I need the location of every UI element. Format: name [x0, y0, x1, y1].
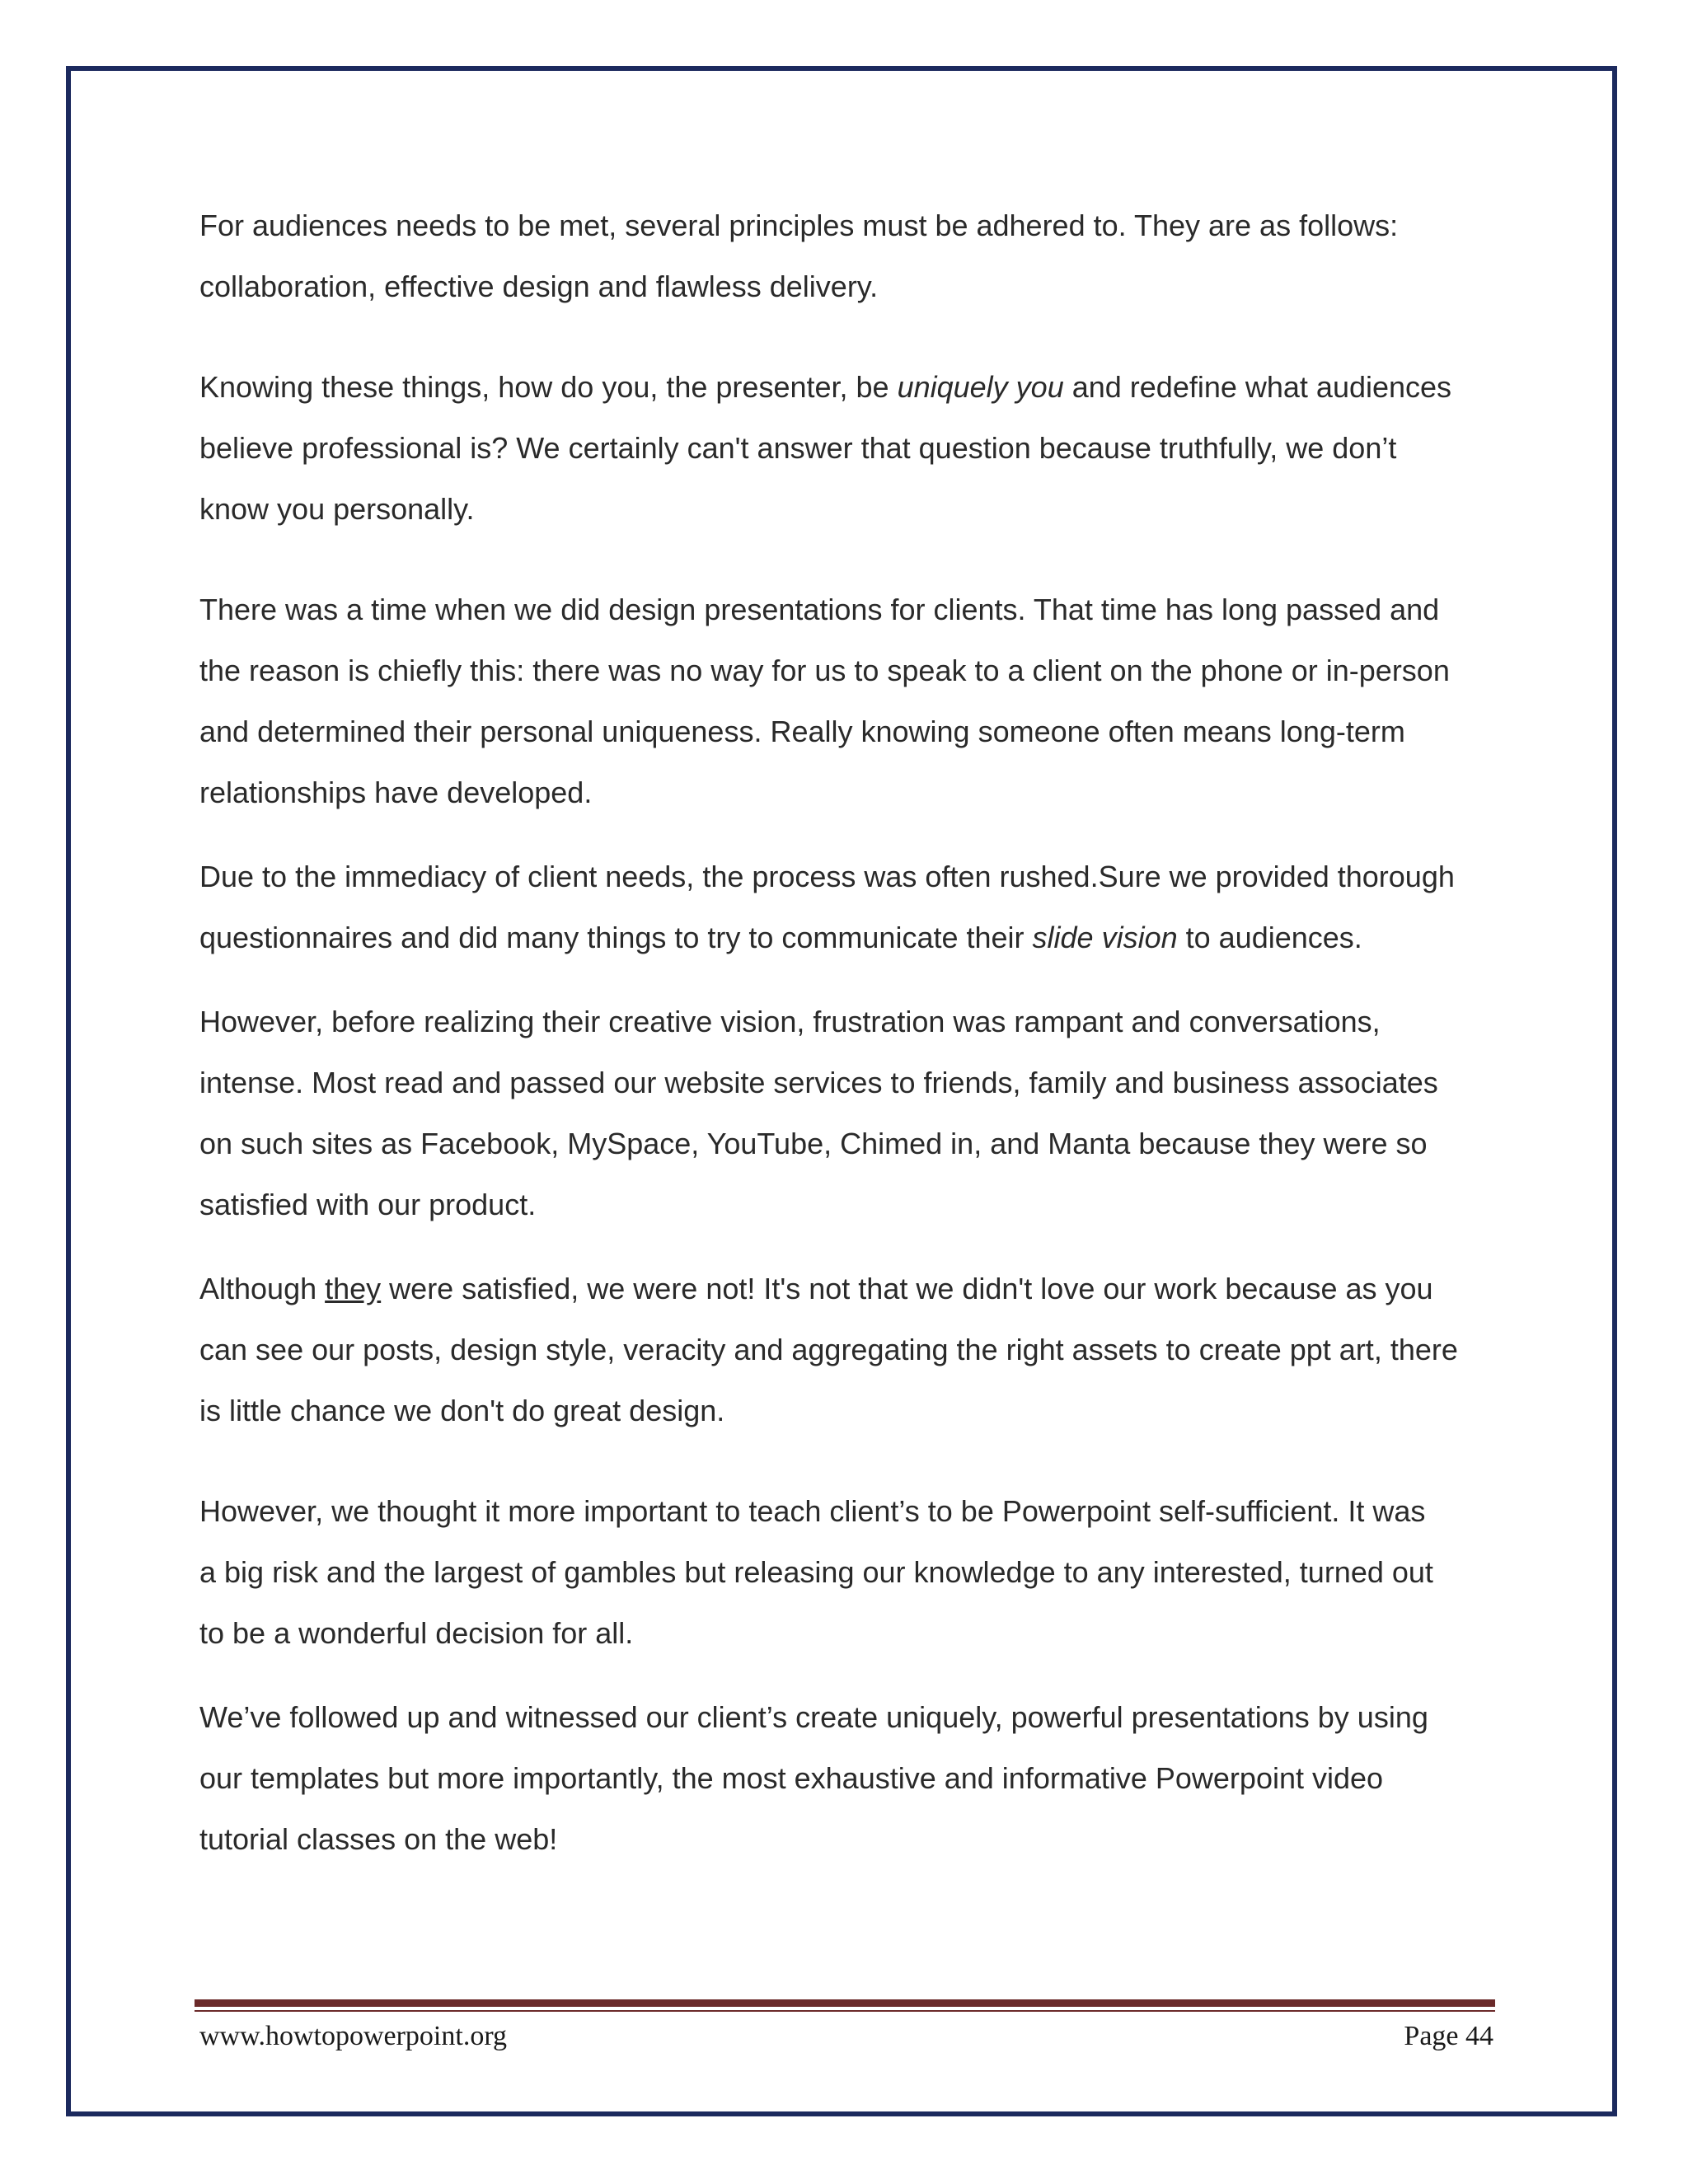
emphasis-text: slide vision [1032, 921, 1178, 954]
text-line: a big risk and the largest of gambles but releasing our knowledge to any interested, turned out [199, 1555, 1433, 1589]
paragraph-4 [199, 846, 1493, 968]
text-line: Although [199, 1272, 326, 1305]
text-line: We’ve followed up and witnessed our client’s create uniquely, powerful presentations by using [199, 1700, 1428, 1734]
text-line: know you personally. [199, 492, 475, 526]
text-line: tutorial classes on the web! [199, 1822, 558, 1856]
text-line: intense. Most read and passed our website services to friends, family and business associates [199, 1066, 1438, 1099]
text-line: and redefine what audiences [1063, 370, 1452, 404]
text-line: on such sites as Facebook, MySpace, YouTube, Chimed in, and Manta because they were so [199, 1127, 1428, 1160]
page-footer [199, 2016, 1493, 2057]
text-line: is little chance we don't do great design. [199, 1394, 725, 1427]
document-body [199, 195, 1493, 1870]
text-line: relationships have developed. [199, 776, 593, 809]
footer-website: www.howtopowerpoint.org [199, 2021, 508, 2051]
text-line: our templates but more importantly, the most exhaustive and informative Powerpoint video [199, 1761, 1384, 1795]
text-line: However, before realizing their creative vision, frustration was rampant and conversations, [199, 1005, 1381, 1038]
text-line: However, we thought it more important to teach client’s to be Powerpoint self-sufficient. It was [199, 1494, 1426, 1528]
paragraph-1 [199, 195, 1493, 317]
text-line: There was a time when we did design presentations for clients. That time has long passed and [199, 593, 1440, 626]
text-line: collaboration, effective design and flawless delivery. [199, 269, 879, 303]
text-line: questionnaires and did many things to try to communicate their [199, 921, 1033, 954]
paragraph-6 [199, 1258, 1493, 1441]
footer-divider-thick [195, 1999, 1495, 2007]
paragraph-7 [199, 1481, 1493, 1664]
text-line: Knowing these things, how do you, the presenter, be [199, 370, 898, 404]
text-line: satisfied with our product. [199, 1188, 537, 1221]
footer-divider-thin [195, 2010, 1495, 2012]
footer-divider [195, 1999, 1495, 2014]
paragraph-3 [199, 579, 1493, 823]
emphasis-text: uniquely you [897, 370, 1064, 404]
paragraph-2 [199, 357, 1493, 540]
text-line: were satisfied, we were not! It's not that we didn't love our work because as you [381, 1272, 1433, 1305]
text-line: believe professional is? We certainly can't answer that question because truthfully, we don’t [199, 431, 1397, 465]
paragraph-5 [199, 991, 1493, 1235]
paragraph-8 [199, 1687, 1493, 1870]
text-line: Due to the immediacy of client needs, the process was often rushed.Sure we provided thorough [199, 860, 1455, 893]
text-line: and determined their personal uniqueness. Really knowing someone often means long-term [199, 715, 1405, 748]
page-number: Page 44 [1404, 2021, 1493, 2051]
text-line: can see our posts, design style, veracity and aggregating the right assets to create ppt art, there [199, 1333, 1458, 1366]
underlined-text: they [325, 1272, 382, 1305]
text-line: to audiences. [1177, 921, 1362, 954]
text-line: the reason is chiefly this: there was no way for us to speak to a client on the phone or in-person [199, 654, 1450, 687]
text-line: to be a wonderful decision for all. [199, 1616, 634, 1650]
text-line: For audiences needs to be met, several principles must be adhered to. They are as follows: [199, 209, 1399, 242]
